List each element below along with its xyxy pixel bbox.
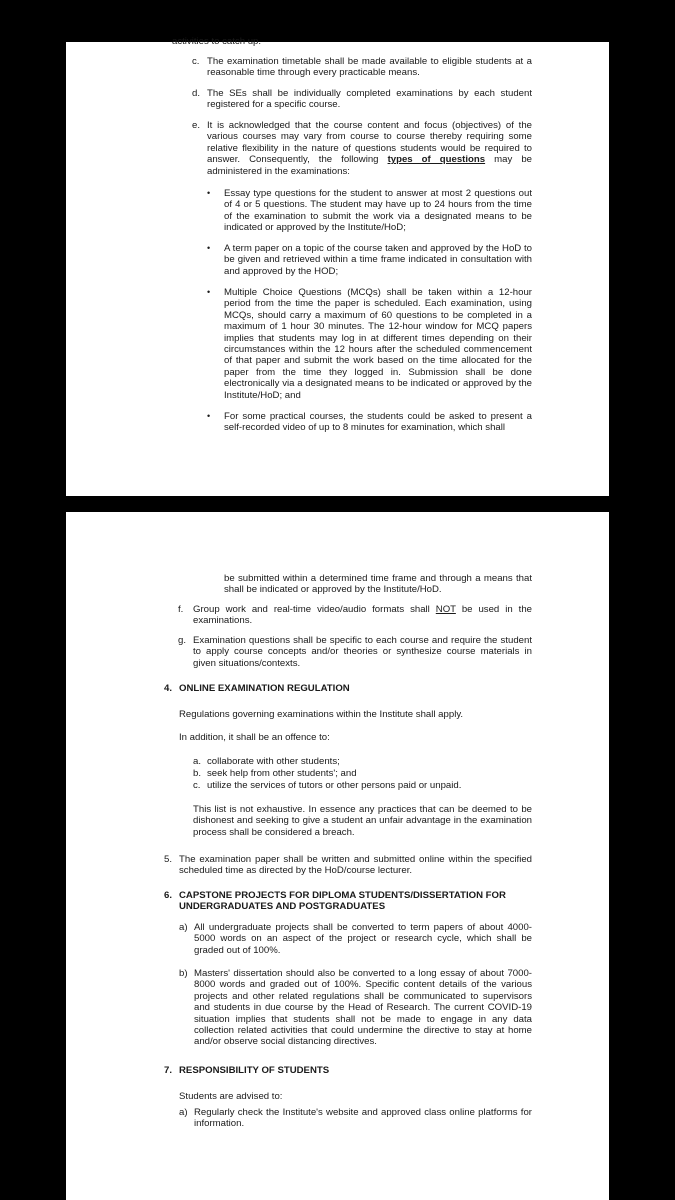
section-7-intro: Students are advised to: [179, 1091, 283, 1102]
offence-b-text: seek help from other students'; and [207, 768, 357, 779]
section-6-item-a-text: All undergraduate projects shall be converted to term papers of about 4000-5000 words on an aspect of the project or research cycle, which shall be graded out of 100%. [194, 922, 532, 956]
item-f-text: Group work and real-time video/audio formats shall NOT be used in the examinations. [193, 604, 532, 627]
document-page-1 [66, 36, 609, 496]
offence-a-text: collaborate with other students; [207, 756, 340, 767]
item-c-text: The examination timetable shall be made available to eligible students at a reasonable time through every practicable means. [207, 56, 532, 79]
section-4-para3: This list is not exhaustive. In essence any practices that can be deemed to be dishonest and seeking to give a student an unfair advantage in the examination process shall be considered a breach. [193, 804, 532, 838]
section-7-number: 7. [164, 1065, 173, 1076]
item-d-label: d. [192, 88, 201, 99]
continuation-text: be submitted within a determined time frame and through a means that shall be indicated or approved by the Institute/HoD. [224, 573, 532, 596]
section-7-title: RESPONSIBILITY OF STUDENTS [179, 1065, 330, 1076]
offence-c-text: utilize the services of tutors or other persons paid or unpaid. [207, 780, 462, 791]
section-4-number: 4. [164, 683, 173, 694]
document-page-2 [66, 512, 609, 1200]
item-f-label: f. [178, 604, 184, 615]
not-emphasis: NOT [435, 604, 456, 615]
section-6-item-b-label: b) [179, 968, 188, 979]
section-6-title: CAPSTONE PROJECTS FOR DIPLOMA STUDENTS/DISSERTATION FOR UNDERGRADUATES AND POSTGRADUATES [179, 890, 506, 913]
item-g-label: g. [178, 635, 187, 646]
types-of-questions-emphasis: types of questions [387, 154, 486, 166]
section-7-item-a-text: Regularly check the Institute's website and approved class online platforms for information. [194, 1107, 532, 1130]
bullet-icon: • [207, 287, 211, 297]
section-6-item-a-label: a) [179, 922, 188, 933]
section-5-number: 5. [164, 854, 173, 865]
section-6-number: 6. [164, 890, 173, 901]
section-4-para2: In addition, it shall be an offence to: [179, 732, 330, 743]
item-e-label: e. [192, 120, 201, 131]
bullet-mcq-text: Multiple Choice Questions (MCQs) shall be taken within a 12-hour period from the time the paper is scheduled. Each examination, using MCQs, should carry a maximum of 60 questions to be completed in a maximum of 1 hour 30 minutes. The 12-hour window for MCQ papers implies that students may log in at different times depending on their circumstances within the 12 hours after the scheduled commencement of that paper and submit the work based on the time allocated for the paper from the time they logged in. Submission shall be done electronically via a designated means to be indicated or approved by the Institute/HoD; and [224, 287, 532, 401]
item-d-text: The SEs shall be individually completed examinations by each student registered for a specific course. [207, 88, 532, 111]
bullet-term-paper-text: A term paper on a topic of the course taken and approved by the HoD to be given and retrieved within a time frame indicated in consultation with and approved by the HOD; [224, 243, 532, 277]
offence-b-label: b. [193, 768, 202, 779]
item-e-text: It is acknowledged that the course content and focus (objectives) of the various courses may vary from course to course thereby requiring some relative flexibility in the nature of questions students would be required to answer. Consequently, the following types of questions may be administered in the examinations: [207, 120, 532, 177]
bullet-icon: • [207, 411, 211, 421]
item-c-label: c. [192, 56, 200, 67]
clipped-top-line: activities to catch up. [172, 36, 262, 47]
bullet-icon: • [207, 243, 211, 253]
section-4-para1: Regulations governing examinations within the Institute shall apply. [179, 709, 464, 720]
section-6-item-b-text: Masters' dissertation should also be converted to a long essay of about 7000-8000 words and graded out of 100%. Specific content details of the various projects and other related regulations shall be communicated to supervisors and students in due course by the Head of Research. The current COVID-19 situation implies that students shall not be made to engage in any data collection related activities that could undermine the directive to stay at home and/or observe social distancing directives. [194, 968, 532, 1048]
bullet-essay-text: Essay type questions for the student to answer at most 2 questions out of 4 or 5 questions. The student may have up to 24 hours from the time of the examination to submit the work via a designated means to be indicated or approved by the Institute/HoD; [224, 188, 532, 234]
section-4-title: ONLINE EXAMINATION REGULATION [179, 683, 350, 694]
bullet-icon: • [207, 188, 211, 198]
offence-c-label: c. [193, 780, 201, 791]
item-g-text: Examination questions shall be specific to each course and require the student to apply course concepts and/or theories or synthesize course materials in given situations/contexts. [193, 635, 532, 669]
bullet-video-text: For some practical courses, the students could be asked to present a self-recorded video of up to 8 minutes for examination, which shall [224, 411, 532, 434]
section-5-text: The examination paper shall be written and submitted online within the specified scheduled time as directed by the HoD/course lecturer. [179, 854, 532, 877]
offence-a-label: a. [193, 756, 202, 767]
section-7-item-a-label: a) [179, 1107, 188, 1118]
